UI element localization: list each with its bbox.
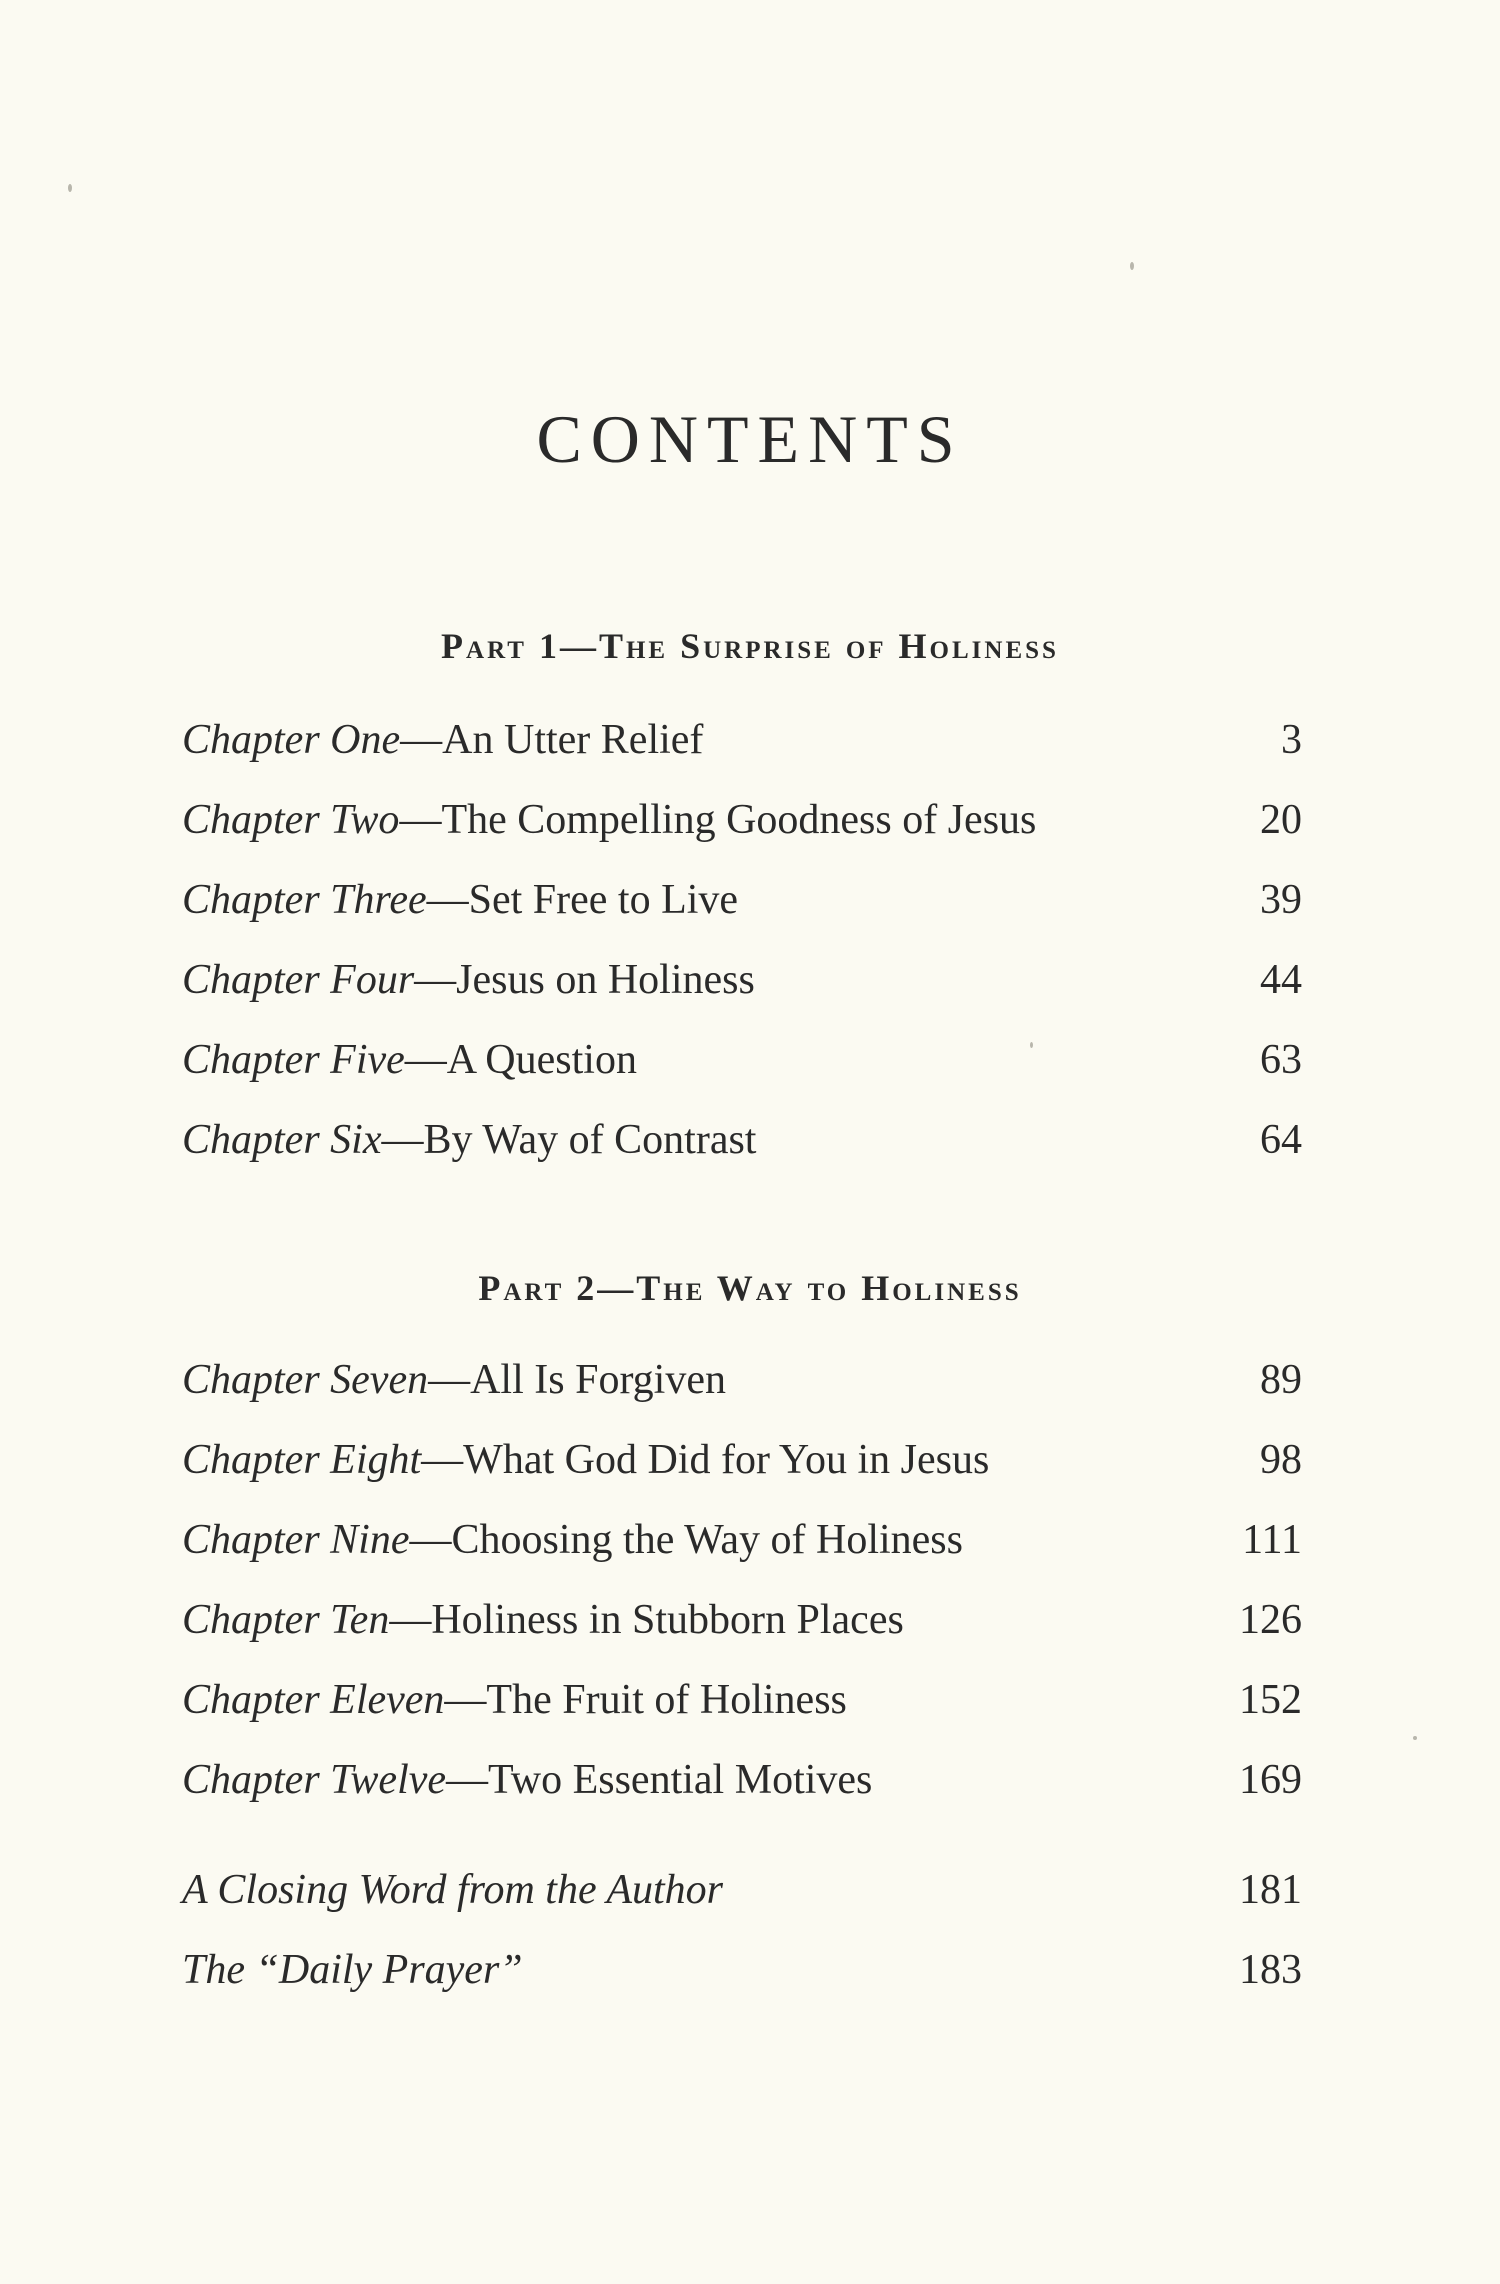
page-number: 63	[1260, 1037, 1302, 1083]
toc-entry[interactable]	[182, 1590, 1302, 1650]
chapter-label: Chapter Five	[182, 1037, 405, 1083]
toc-entry[interactable]	[182, 1430, 1302, 1490]
toc-entry-text	[182, 1670, 847, 1730]
dash: —	[381, 1117, 424, 1163]
toc-entry[interactable]	[182, 1030, 1302, 1090]
dash: —	[399, 797, 442, 843]
scan-speck	[1413, 1736, 1417, 1740]
chapter-label: Chapter One	[182, 717, 401, 763]
chapter-title: What God Did for You in Jesus	[463, 1437, 990, 1483]
page-number: 183	[1239, 1947, 1302, 1993]
part-2-heading: Part 2—The Way to Holiness	[478, 1268, 1022, 1308]
toc-entry-text	[182, 1750, 872, 1810]
toc-entry[interactable]	[182, 710, 1302, 770]
toc-entry[interactable]	[182, 790, 1302, 850]
dash: —	[444, 1677, 487, 1723]
toc-entry-text	[182, 710, 703, 770]
dash: —	[400, 717, 443, 763]
page-number: 169	[1239, 1757, 1302, 1803]
chapter-label: Chapter Six	[182, 1117, 382, 1163]
chapter-title: Choosing the Way of Holiness	[451, 1517, 963, 1563]
chapter-label: Chapter Seven	[182, 1357, 429, 1403]
toc-entry-text	[182, 870, 738, 930]
chapter-title: The Compelling Goodness of Jesus	[441, 797, 1037, 843]
chapter-title: Jesus on Holiness	[456, 957, 755, 1003]
chapter-title: A Question	[446, 1037, 637, 1083]
toc-entry-daily-prayer[interactable]	[182, 1940, 1302, 2000]
toc-entry[interactable]	[182, 1670, 1302, 1730]
toc-entry[interactable]	[182, 1350, 1302, 1410]
toc-entry[interactable]	[182, 950, 1302, 1010]
toc-entry-text	[182, 1510, 963, 1570]
dash: —	[409, 1517, 452, 1563]
scan-speck	[1030, 1042, 1033, 1048]
toc-entry-text: A Closing Word from the Author	[182, 1867, 724, 1913]
dash: —	[426, 877, 469, 923]
chapter-label: Chapter Two	[182, 797, 400, 843]
page-number: 152	[1239, 1677, 1302, 1723]
toc-entry-text	[182, 1590, 904, 1650]
page-number: 3	[1281, 717, 1302, 763]
chapter-title: Two Essential Motives	[488, 1757, 873, 1803]
chapter-label: Chapter Eleven	[182, 1677, 445, 1723]
page-number: 20	[1260, 797, 1302, 843]
toc-entry-text: The “Daily Prayer”	[182, 1947, 523, 1993]
page-number: 64	[1260, 1117, 1302, 1163]
dash: —	[428, 1357, 471, 1403]
dash: —	[446, 1757, 489, 1803]
toc-entry-text	[182, 1350, 726, 1410]
page-number: 44	[1260, 957, 1302, 1003]
page-number: 111	[1242, 1517, 1302, 1563]
dash: —	[421, 1437, 464, 1483]
toc-entry-text	[182, 950, 755, 1010]
toc-entry[interactable]	[182, 1110, 1302, 1170]
chapter-title: The Fruit of Holiness	[486, 1677, 847, 1723]
page-number: 98	[1260, 1437, 1302, 1483]
chapter-title: All Is Forgiven	[470, 1357, 726, 1403]
chapter-title: Set Free to Live	[468, 877, 739, 923]
toc-entry-text	[182, 1030, 637, 1090]
page-number: 89	[1260, 1357, 1302, 1403]
chapter-label: Chapter Three	[182, 877, 427, 923]
page-number: 39	[1260, 877, 1302, 923]
toc-entry-text	[182, 1110, 756, 1170]
page-number: 181	[1239, 1867, 1302, 1913]
dash: —	[404, 1037, 447, 1083]
toc-entry[interactable]	[182, 1510, 1302, 1570]
toc-entry-text	[182, 790, 1036, 850]
chapter-label: Chapter Nine	[182, 1517, 410, 1563]
toc-entry-closing-word[interactable]	[182, 1860, 1302, 1920]
toc-entry[interactable]	[182, 870, 1302, 930]
chapter-title: Holiness in Stubborn Places	[431, 1597, 904, 1643]
part-1-heading: Part 1—The Surprise of Holiness	[441, 626, 1059, 666]
toc-entry-text	[182, 1430, 989, 1490]
dash: —	[389, 1597, 432, 1643]
page-title: CONTENTS	[536, 401, 964, 477]
chapter-label: Chapter Eight	[182, 1437, 422, 1483]
chapter-label: Chapter Twelve	[182, 1757, 447, 1803]
dash: —	[414, 957, 457, 1003]
scan-speck	[68, 184, 72, 192]
chapter-title: By Way of Contrast	[423, 1117, 757, 1163]
chapter-title: An Utter Relief	[442, 717, 704, 763]
chapter-label: Chapter Four	[182, 957, 415, 1003]
scan-speck	[1130, 262, 1134, 270]
chapter-label: Chapter Ten	[182, 1597, 390, 1643]
toc-entry[interactable]	[182, 1750, 1302, 1810]
page-number: 126	[1239, 1597, 1302, 1643]
